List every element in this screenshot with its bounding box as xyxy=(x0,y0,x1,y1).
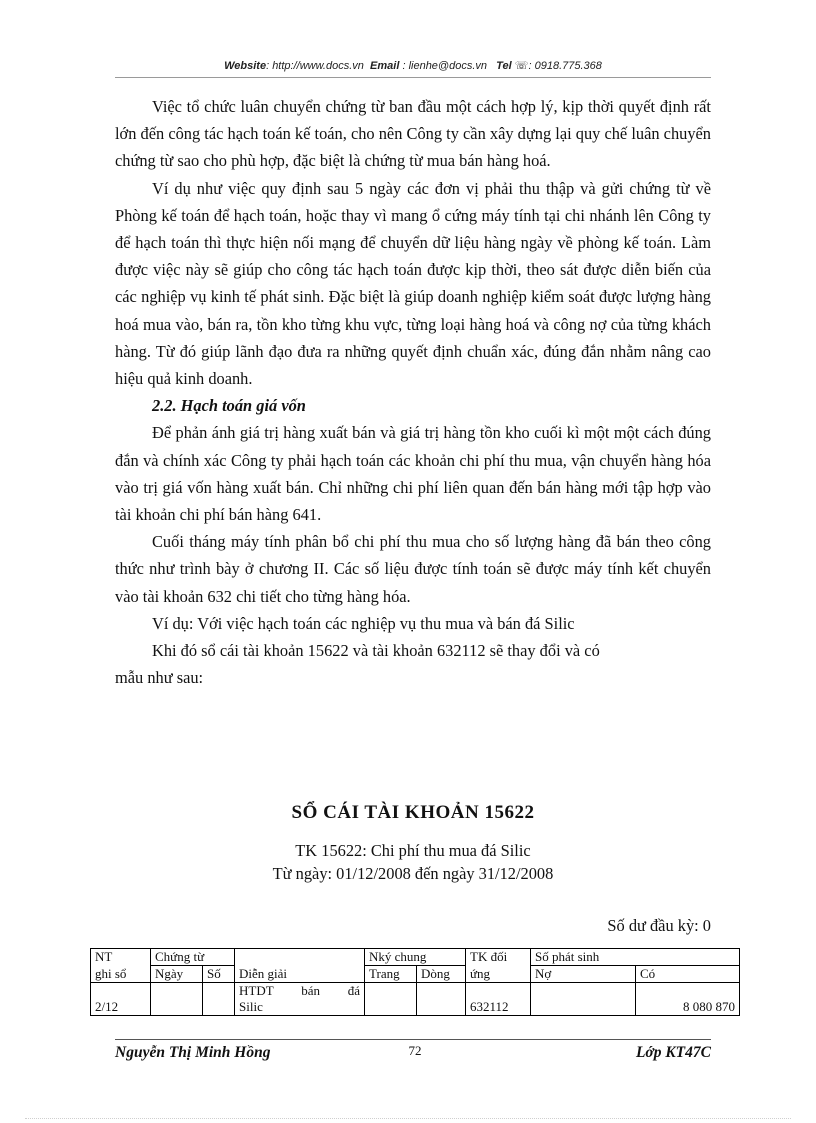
cell-diengiai-line1: HTDT bán đá xyxy=(239,983,360,998)
footer-class: Lớp KT47C xyxy=(635,1044,711,1061)
header-dong: Dòng xyxy=(417,966,466,983)
body-text xyxy=(115,93,711,691)
header-nky: Nký chung xyxy=(365,949,466,966)
header-nt-2: ghi sổ xyxy=(91,966,151,983)
ledger-subtitle: TK 15622: Chi phí thu mua đá Silic xyxy=(295,841,531,860)
paragraph: Ví dụ như việc quy định sau 5 ngày các đơn vị phải thu thập và gửi chứng từ về Phòng kế toán để hạch toán, hoặc thay vì mang ổ cứng máy tính tại chi nhánh lên Công ty để hạch toán thì thực hiện nối mạng để chuyển dữ liệu hàng ngày về phòng kế toán. Làm được việc này sẽ giúp cho công tác hạch toán được kịp thời, theo sát được diễn biến của các nghiệp vụ kinh tế phát sinh. Đặc biệt là giúp doanh nghiệp kiểm soát được lượng hàng hoá mua vào, bán ra, tồn kho từng khu vực, từng loại hàng hoá và công nợ của từng khách hàng. Từ đó giúp lãnh đạo đưa ra những quyết định chuẩn xác, đúng đắn nhằm nâng cao hiệu quả kinh doanh. xyxy=(115,178,711,389)
tel-label: Tel xyxy=(496,60,512,72)
paragraph: Khi đó sổ cái tài khoản 15622 và tài khoản 632112 sẽ thay đổi và có xyxy=(152,641,600,661)
cell-nt: 2/12 xyxy=(91,983,151,1016)
tel-value: : 0918.775.368 xyxy=(528,60,602,72)
ledger-period: Từ ngày: 01/12/2008 đến ngày 31/12/2008 xyxy=(272,864,554,883)
page-header xyxy=(115,59,711,72)
header-nt-1: NT xyxy=(91,949,151,966)
cell-diengiai-line2: Silic xyxy=(239,999,263,1014)
email-value: : lienhe@docs.vn xyxy=(402,60,487,72)
cell-no xyxy=(531,983,636,1016)
header-phatsinh: Số phát sinh xyxy=(531,949,740,966)
header-divider xyxy=(115,77,711,78)
cell-ngay xyxy=(151,983,203,1016)
cell-trang xyxy=(365,983,417,1016)
phone-icon: ☏ xyxy=(514,60,529,72)
cell-diengiai xyxy=(235,983,365,1016)
header-no: Nợ xyxy=(531,966,636,983)
paragraph: Để phản ánh giá trị hàng xuất bán và giá trị hàng tồn kho cuối kì một một cách đúng đắn và chính xác Công ty phải hạch toán các khoản chi phí thu mua, vận chuyển hàng hóa vào trị giá vốn hàng xuất bán. Chỉ những chi phí liên quan đến bán hàng mới tập hợp vào tài khoản chi phí bán hàng 641. xyxy=(115,423,711,525)
email-label: Email xyxy=(370,60,400,72)
header-tk-2: ứng xyxy=(466,966,531,983)
cell-tk: 632112 xyxy=(466,983,531,1016)
ledger-title: SỔ CÁI TÀI KHOẢN 15622 xyxy=(291,802,535,823)
header-diengiai-top xyxy=(235,949,365,966)
website-label: Website xyxy=(224,60,267,72)
page-number: 72 xyxy=(408,1043,422,1058)
paragraph: Cuối tháng máy tính phân bổ chi phí thu mua cho số lượng hàng đã bán theo công thức như trình bày ở chương II. Các số liệu được tính toán sẽ được máy tính kết chuyển vào tài khoản 632 chi tiết cho từng hàng hóa. xyxy=(115,532,711,606)
paragraph: mẫu như sau: xyxy=(115,668,204,688)
paragraph: Việc tổ chức luân chuyển chứng từ ban đầu một cách hợp lý, kịp thời quyết định rất lớn đến công tác hạch toán kế toán, cho nên Công ty cần xây dựng lại quy chế luân chuyển chứng từ sao cho phù hợp, đặc biệt là chứng từ mua bán hàng hoá. xyxy=(115,97,711,171)
website-value: : http://www.docs.vn xyxy=(266,60,364,72)
table-header-row xyxy=(91,949,740,966)
opening-balance: Số dư đầu kỳ: 0 xyxy=(607,916,711,935)
cell-so xyxy=(203,983,235,1016)
header-trang: Trang xyxy=(365,966,417,983)
header-so: Số xyxy=(203,966,235,983)
header-chungtu: Chứng từ xyxy=(151,949,235,966)
cell-dong xyxy=(417,983,466,1016)
page-edge-dots xyxy=(25,1118,791,1119)
header-diengiai: Diễn giải xyxy=(235,966,365,983)
table-header-row xyxy=(91,966,740,983)
table-row xyxy=(91,983,740,1016)
cell-co: 8 080 870 xyxy=(636,983,740,1016)
header-ngay: Ngày xyxy=(151,966,203,983)
footer-divider xyxy=(115,1039,711,1040)
paragraph: Ví dụ: Với việc hạch toán các nghiệp vụ thu mua và bán đá Silic xyxy=(152,613,575,633)
footer-author: Nguyễn Thị Minh Hồng xyxy=(115,1044,271,1061)
section-heading: 2.2. Hạch toán giá vốn xyxy=(152,396,306,416)
header-co: Có xyxy=(636,966,740,983)
ledger-table xyxy=(90,948,740,1016)
header-tk-1: TK đối xyxy=(466,949,531,966)
